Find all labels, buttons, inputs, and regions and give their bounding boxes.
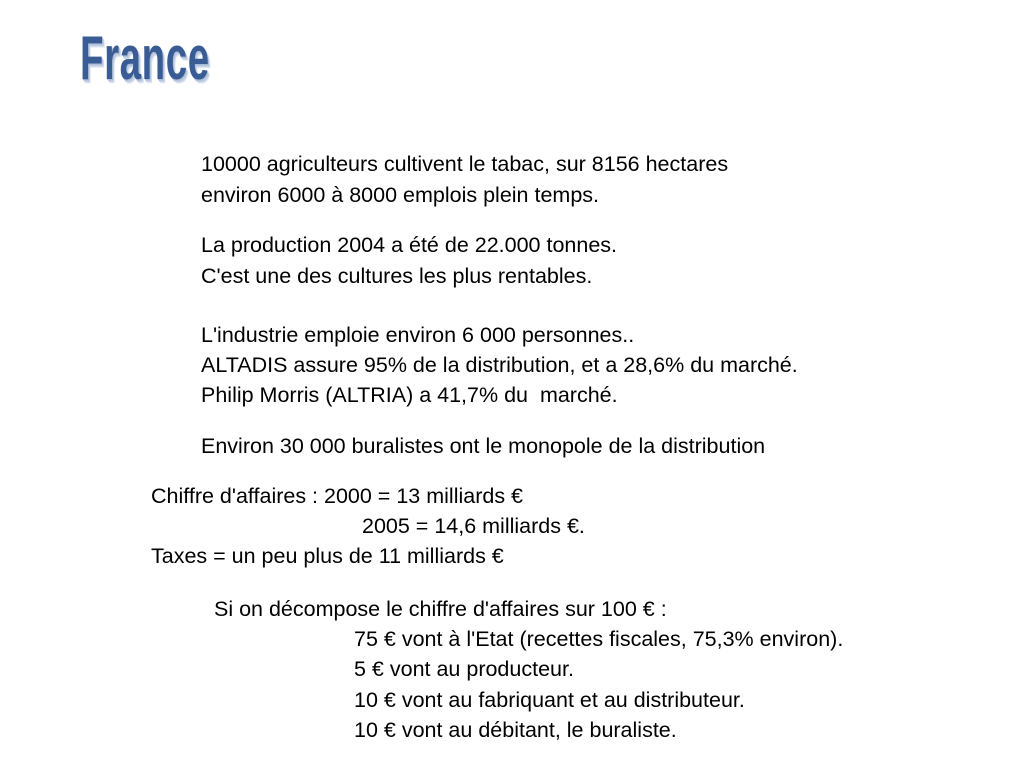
- page-title: France: [80, 24, 210, 93]
- tobacconists-line: Environ 30 000 buralistes ont le monopole de la distribution: [201, 434, 766, 458]
- profitability-line: C'est une des cultures les plus rentables.: [201, 264, 593, 288]
- breakdown-item-producer: 5 € vont au producteur.: [354, 657, 574, 681]
- production-line: La production 2004 a été de 22.000 tonnes.: [201, 233, 618, 257]
- jobs-line: environ 6000 à 8000 emplois plein temps.: [201, 183, 600, 207]
- breakdown-item-state: 75 € vont à l'Etat (recettes fiscales, 75,3% environ).: [354, 627, 844, 651]
- taxes-line: Taxes = un peu plus de 11 milliards €: [151, 544, 504, 568]
- breakdown-item-manufacturer: 10 € vont au fabriquant et au distributeur.: [354, 688, 745, 712]
- altadis-line: ALTADIS assure 95% de la distribution, et a 28,6% du marché.: [201, 353, 798, 377]
- turnover-2005-line: 2005 = 14,6 milliards €.: [362, 514, 585, 538]
- industry-line: L'industrie emploie environ 6 000 personnes..: [201, 323, 635, 347]
- turnover-2000-line: Chiffre d'affaires : 2000 = 13 milliards €: [151, 484, 523, 508]
- farmers-line: 10000 agriculteurs cultivent le tabac, sur 8156 hectares: [201, 152, 729, 176]
- breakdown-intro: Si on décompose le chiffre d'affaires sur 100 € :: [214, 597, 667, 621]
- philip-morris-line: Philip Morris (ALTRIA) a 41,7% du marché.: [201, 383, 618, 407]
- breakdown-item-retailer: 10 € vont au débitant, le buraliste.: [354, 718, 677, 742]
